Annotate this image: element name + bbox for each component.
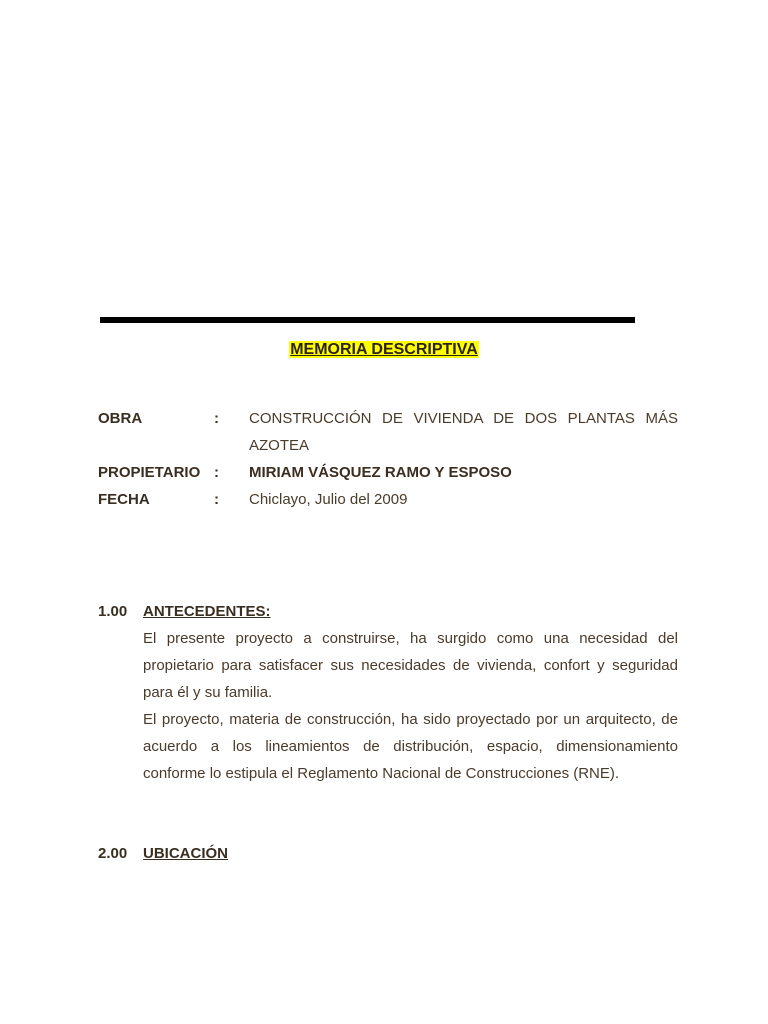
obra-colon: : xyxy=(214,410,219,427)
section-heading-antecedentes xyxy=(98,598,398,625)
obra-label: OBRA xyxy=(98,410,143,427)
meta-row-fecha xyxy=(98,486,678,513)
propietario-colon: : xyxy=(214,464,219,481)
obra-value xyxy=(249,405,678,459)
section-heading-ubicacion xyxy=(98,840,398,867)
header-rule xyxy=(100,317,635,323)
paragraph-line: para él y su familia. xyxy=(143,684,273,701)
paragraph-line: conforme lo estipula el Reglamento Nacional de Construcciones (RNE). xyxy=(143,765,620,782)
section-title: ANTECEDENTES: xyxy=(143,603,271,620)
propietario-value: MIRIAM VÁSQUEZ RAMO Y ESPOSO xyxy=(249,464,512,481)
fecha-label: FECHA xyxy=(98,491,150,508)
section-title: UBICACIÓN xyxy=(143,845,228,862)
fecha-value: Chiclayo, Julio del 2009 xyxy=(249,491,408,508)
obra-value-line1: CONSTRUCCIÓN DE VIVIENDA DE DOS PLANTAS MÁS xyxy=(249,410,678,427)
meta-row-propietario xyxy=(98,459,678,486)
obra-value-line2: AZOTEA xyxy=(249,437,310,454)
paragraph-line: El presente proyecto a construirse, ha surgido como una necesidad del xyxy=(143,630,678,647)
document-title-text: MEMORIA DESCRIPTIVA xyxy=(290,341,478,358)
fecha-colon: : xyxy=(214,491,219,508)
section-number: 1.00 xyxy=(98,603,128,620)
antecedentes-paragraph-1 xyxy=(143,625,678,706)
paragraph-line: propietario para satisfacer sus necesidades de vivienda, confort y seguridad xyxy=(143,657,678,674)
propietario-label: PROPIETARIO xyxy=(98,464,201,481)
document-title xyxy=(0,340,768,360)
paragraph-line: acuerdo a los lineamientos de distribución, espacio, dimensionamiento xyxy=(143,738,678,755)
section-number: 2.00 xyxy=(98,845,128,862)
antecedentes-paragraph-2 xyxy=(143,706,678,787)
meta-row-obra xyxy=(98,405,678,459)
paragraph-line: El proyecto, materia de construcción, ha sido proyectado por un arquitecto, de xyxy=(143,711,678,728)
